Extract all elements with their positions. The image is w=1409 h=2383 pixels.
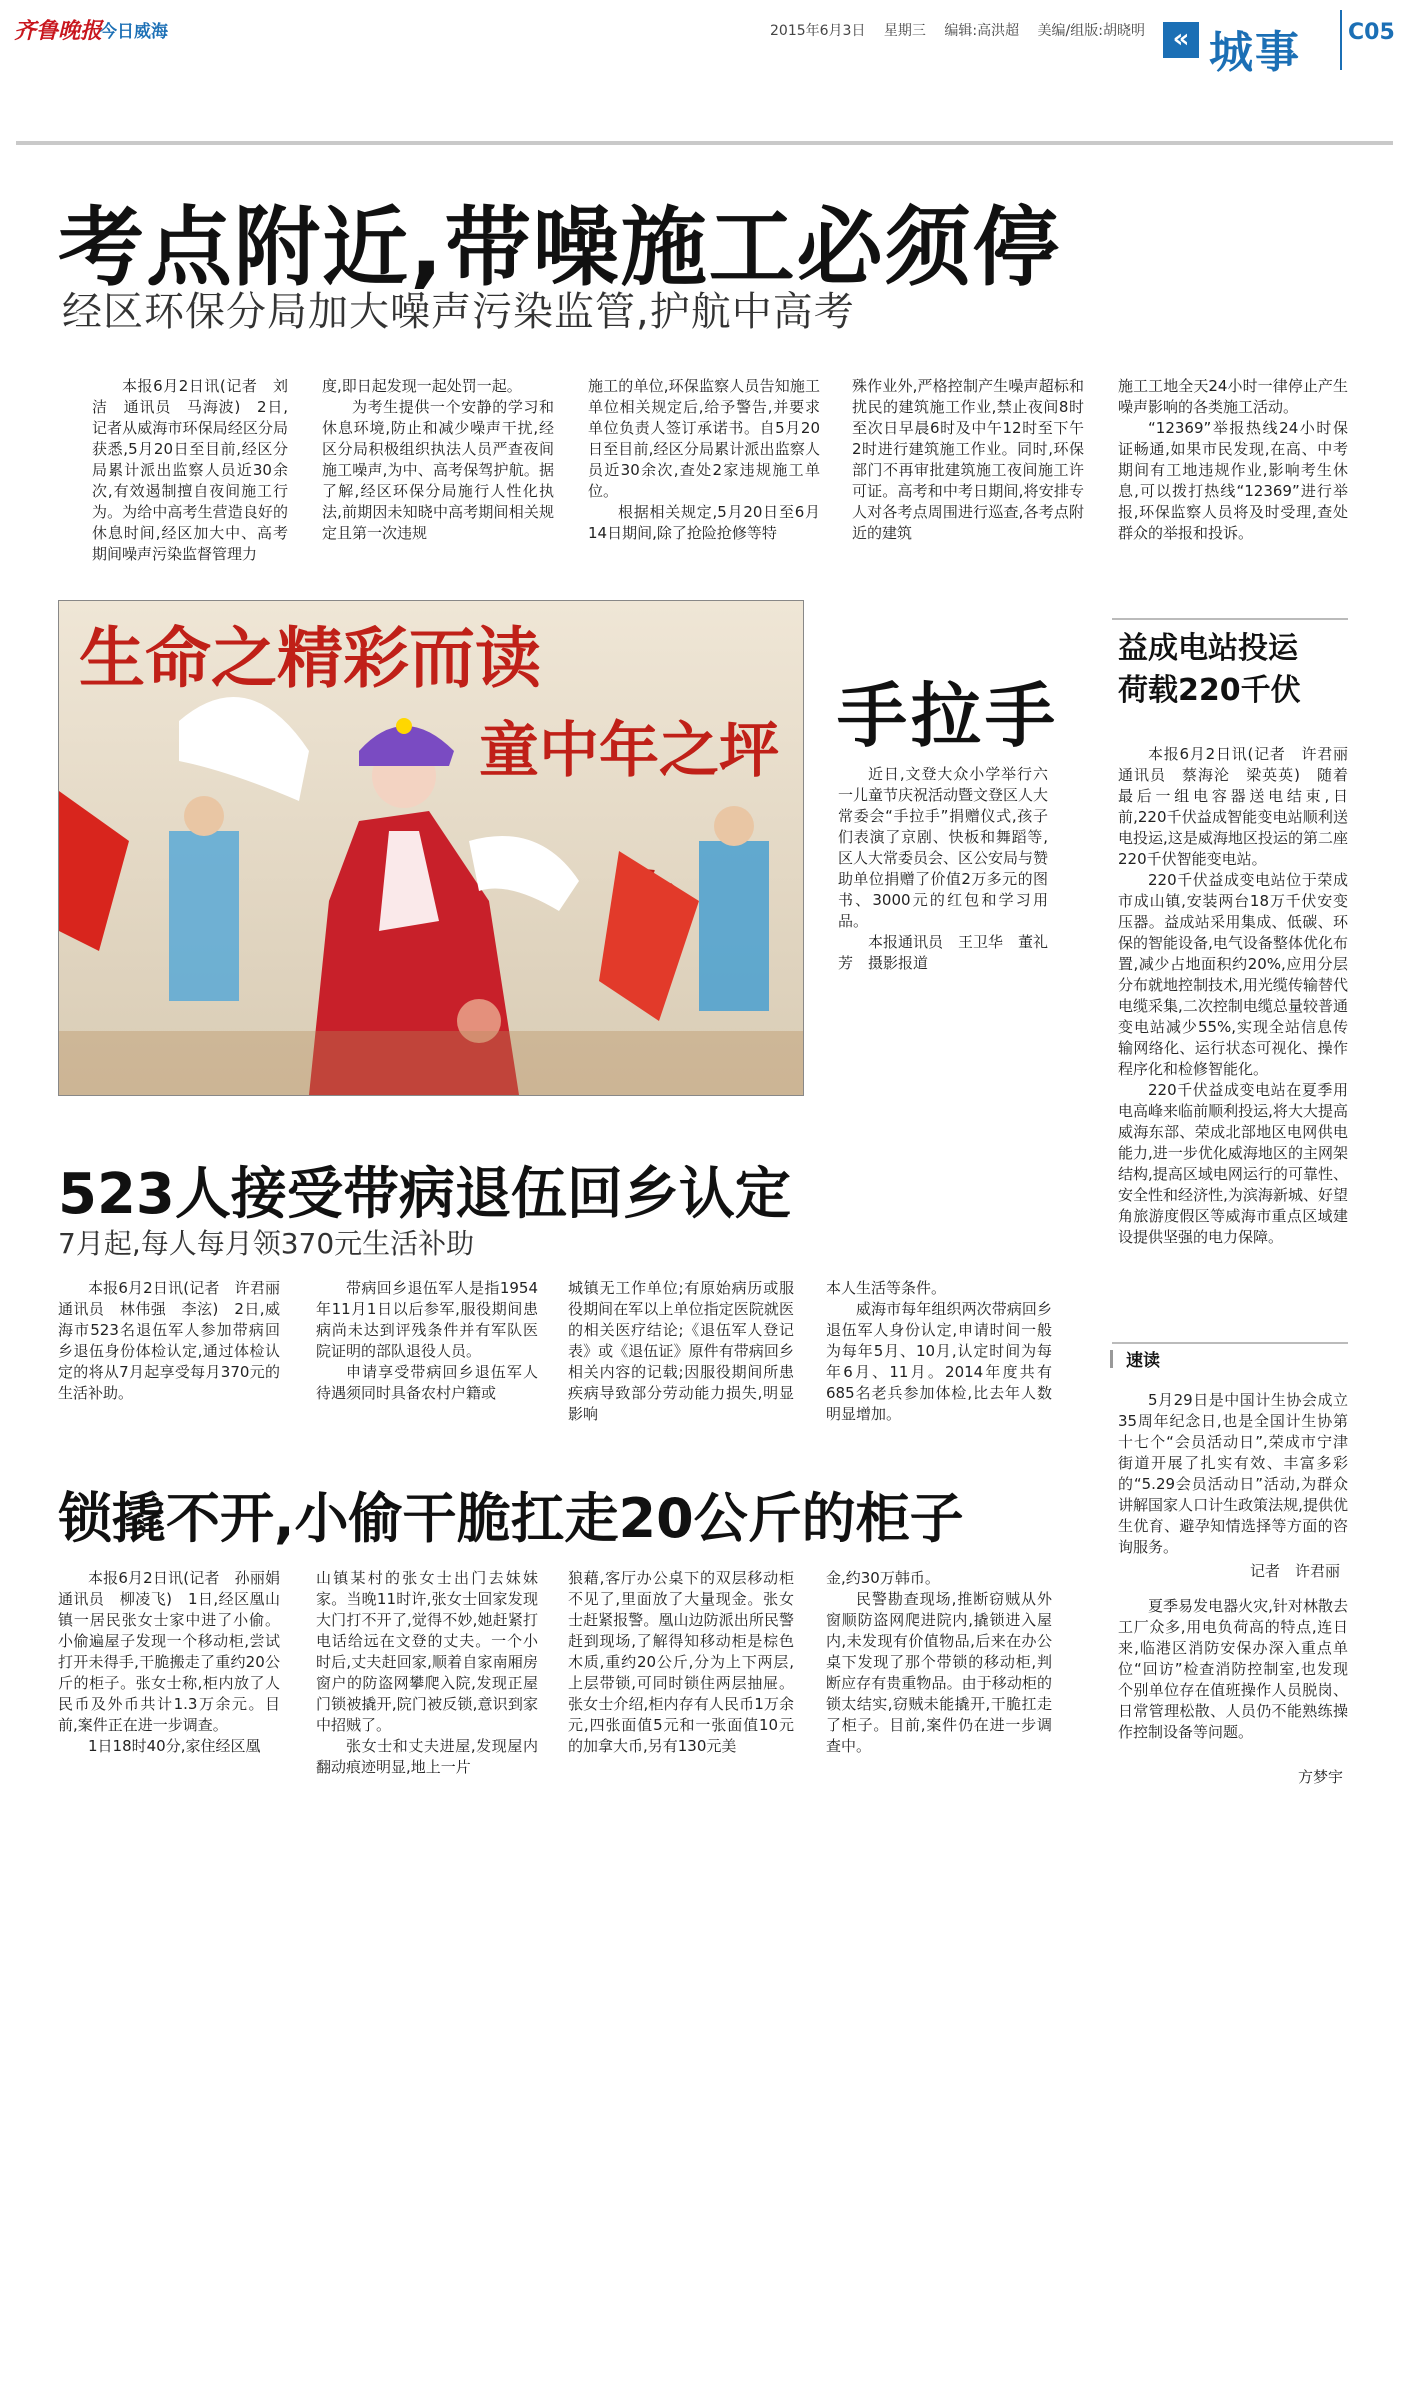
page-number: C05 bbox=[1348, 20, 1395, 45]
issue-meta bbox=[770, 20, 1159, 40]
article2-column-2 bbox=[316, 1278, 538, 1404]
headline-line-2: 荷载220千伏 bbox=[1118, 673, 1301, 708]
right-article-body bbox=[1118, 744, 1364, 1248]
headline-line-1: 益成电站投运 bbox=[1118, 631, 1298, 666]
article3-column-1 bbox=[58, 1568, 296, 1757]
article2-subhead: 7月起,每人每月领370元生活补助 bbox=[58, 1227, 475, 1260]
performance-photo bbox=[58, 600, 804, 1096]
newspaper-logo: 齐鲁晚报 bbox=[14, 18, 103, 44]
photo-banner-text: 生命之精彩而读 bbox=[79, 619, 541, 697]
right-article-headline bbox=[1118, 628, 1301, 712]
paragraph: 度,即日起发现一起处罚一起。 bbox=[322, 377, 522, 395]
paragraph: 张女士和丈夫进屋,发现屋内翻动痕迹明显,地上一片 bbox=[316, 1737, 538, 1776]
paragraph: 施工的单位,环保监察人员告知施工单位相关规定后,给予警告,并要求单位负责人签订承诺书。自5月20日至目前,经区分局累计派出监察人员近30余次,查处2家违规施工单位。 bbox=[588, 377, 820, 500]
paragraph: 1日18时40分,家住经区凰 bbox=[88, 1737, 261, 1755]
right-column-rule bbox=[1112, 618, 1348, 620]
article1-column-4 bbox=[852, 376, 1084, 544]
paragraph: 220千伏益成变电站位于荣成市成山镇,安装两台18万千伏安变压器。益成站采用集成、低碳、环保的智能设备,电气设备整体优化布置,减少占地面积约20%,应用分层分布就地控制技术,用光缆传输替代电缆采集,二次控制电缆总量较普通变电站减少55%,实现全站信息传输网络化、运行状态可视化、操作程序化和检修智能化。 bbox=[1118, 871, 1348, 1078]
edition-name: 今日威海 bbox=[100, 22, 168, 42]
article1-column-1 bbox=[92, 376, 288, 565]
photo-illustration bbox=[59, 601, 803, 1095]
photo-banner-text-2: 童中年之坪 bbox=[479, 716, 779, 786]
paragraph: 狼藉,客厅办公桌下的双层移动柜不见了,里面放了大量现金。张女士赶紧报警。凰山边防派出所民警赶到现场,了解得知移动柜是棕色木质,重约20公斤,分为上下两层,上层带锁,可同时锁住两层抽屉。张女士介绍,柜内存有人民币1万余元,四张面值5元和一张面值10元的加拿大币,另有130元美 bbox=[568, 1569, 794, 1755]
article2-headline: 523人接受带病退伍回乡认定 bbox=[58, 1162, 791, 1227]
paragraph: 申请享受带病回乡退伍军人待遇须同时具备农村户籍或 bbox=[316, 1363, 538, 1402]
section-title: 城事 bbox=[1209, 27, 1301, 78]
header-divider bbox=[1340, 10, 1342, 70]
brief-label: 速读 bbox=[1126, 1351, 1160, 1371]
brief-item-1 bbox=[1118, 1390, 1348, 1558]
brief-marker bbox=[1110, 1350, 1113, 1368]
designer-credit: 美编/组版:胡晓明 bbox=[1037, 23, 1145, 39]
paragraph: 施工工地全天24小时一律停止产生噪声影响的各类施工活动。 bbox=[1118, 377, 1348, 416]
paragraph: 本人生活等条件。 bbox=[826, 1279, 947, 1297]
paragraph: 金,约30万韩币。 bbox=[826, 1569, 940, 1587]
article2-column-3 bbox=[568, 1278, 794, 1425]
paragraph: 近日,文登大众小学举行六一儿童节庆祝活动暨文登区人大常委会“手拉手”捐赠仪式,孩子们表演了京剧、快板和舞蹈等,区人大常委员会、区公安局与赞助单位捐赠了价值2万多元的图书、3000元的红包和学习用品。 bbox=[838, 765, 1049, 930]
paragraph: 本报6月2日讯(记者 孙丽娟 通讯员 柳凌飞) 1日,经区凰山镇一居民张女士家中进了小偷。小偷遍屋子发现一个移动柜,尝试打开未得手,干脆搬走了重约20公斤的柜子。张女士称,柜内放了人民币及外币共计1.3万余元。目前,案件正在进一步调查。 bbox=[58, 1569, 296, 1734]
paragraph: 本报6月2日讯(记者 许君丽 通讯员 林伟强 李泫) 2日,威海市523名退伍军人参加带病回乡退伍身份体检认定,通过体检认定的将从7月起享受每月370元的生活补助。 bbox=[58, 1279, 296, 1402]
brief-1-signature: 记者 许君丽 bbox=[1250, 1562, 1341, 1580]
section-header bbox=[1163, 14, 1341, 78]
header-rule bbox=[16, 141, 1393, 145]
article2-column-1 bbox=[58, 1278, 296, 1404]
article1-headline: 考点附近,带噪施工必须停 bbox=[58, 198, 1061, 298]
brief-2-signature: 方梦宇 bbox=[1298, 1768, 1344, 1786]
photo-credit: 本报通讯员 王卫华 董礼芳 摄影报道 bbox=[838, 933, 1049, 972]
editor-credit: 编辑:高洪超 bbox=[944, 23, 1020, 39]
paragraph: 为考生提供一个安静的学习和休息环境,防止和减少噪声干扰,经区分局积极组织执法人员严查夜间施工噪声,为中、高考保驾护航。据了解,经区环保分局施行人性化执法,前期因未知晓中高考期间相关规定且第一次违规 bbox=[322, 398, 554, 542]
paragraph: 城镇无工作单位;有原始病历或服役期间在军以上单位指定医院就医的相关医疗结论;《退伍军人登记表》或《退伍证》原件有带病回乡相关内容的记载;因服役期间所患疾病导致部分劳动能力损失,明显影响 bbox=[568, 1279, 794, 1423]
paragraph: 5月29日是中国计生协会成立35周年纪念日,也是全国计生协第十七个“会员活动日”,荣成市宁津街道开展了扎实有效、丰富多彩的“5.29会员活动日”活动,为群众讲解国家人口计生政策法规,提供优生优育、避孕知情选择等方面的咨询服务。 bbox=[1118, 1391, 1348, 1556]
paragraph: 山镇某村的张女士出门去妹妹家。当晚11时许,张女士回家发现大门打不开了,觉得不妙,她赶紧打电话给远在文登的丈夫。一个小时后,丈夫赶回家,顺着自家南厢房窗户的防盗网攀爬入院,发现正屋门锁被撬开,院门被反锁,意识到家中招贼了。 bbox=[316, 1569, 538, 1734]
paragraph: 威海市每年组织两次带病回乡退伍军人身份认定,申请时间一般为每年5月、10月,认定时间为每年6月、11月。2014年度共有685名老兵参加体检,比去年人数明显增加。 bbox=[826, 1300, 1052, 1423]
paragraph: 殊作业外,严格控制产生噪声超标和扰民的建筑施工作业,禁止夜间8时至次日早晨6时及中午12时至下午2时进行建筑施工作业。同时,环保部门不再审批建筑施工夜间施工许可证。高考和中考日期间,将安排专人对各考点周围进行巡查,各考点附近的建筑 bbox=[852, 377, 1084, 542]
article3-column-2 bbox=[316, 1568, 538, 1778]
article2-column-4 bbox=[826, 1278, 1052, 1425]
paragraph: 民警勘查现场,推断窃贼从外窗顺防盗网爬进院内,撬锁进入屋内,未发现有价值物品,后来在办公桌下发现了那个带锁的移动柜,判断应存有贵重物品。由于移动柜的锁太结实,窃贼未能撬开,干脆扛走了柜子。目前,案件仍在进一步调查中。 bbox=[826, 1590, 1052, 1755]
article1-subhead: 经区环保分局加大噪声污染监管,护航中高考 bbox=[62, 289, 855, 335]
paragraph: 根据相关规定,5月20日至6月14日期间,除了抢险抢修等特 bbox=[588, 503, 820, 542]
brief-item-2 bbox=[1118, 1596, 1348, 1743]
article3-headline: 锁撬不开,小偷干脆扛走20公斤的柜子 bbox=[58, 1487, 964, 1550]
article3-column-3 bbox=[568, 1568, 794, 1757]
photo-story-text bbox=[838, 764, 1048, 974]
paragraph: 带病回乡退伍军人是指1954年11月1日以后参军,服役期间患病尚未达到评残条件并有军队医院证明的部队退役人员。 bbox=[316, 1279, 538, 1360]
paragraph: 本报6月2日讯(记者 许君丽 通讯员 蔡海沦 梁英英) 随着最后一组电容器送电结束,日前,220千伏益成智能变电站顺利送电投运,这是威海地区投运的第二座220千伏智能变电站。 bbox=[1118, 745, 1364, 868]
paragraph: 本报6月2日讯(记者 刘洁 通讯员 马海波) 2日,记者从威海市环保局经区分局获悉,5月20日至目前,经区分局累计派出监察人员近30余次,有效遏制擅自夜间施工行为。为给中高考生营造良好的休息时间,经区加大中、高考期间噪声污染监督管理力 bbox=[92, 377, 288, 563]
double-chevron-icon: « bbox=[1163, 22, 1199, 58]
issue-date: 2015年6月3日 bbox=[770, 23, 866, 39]
article1-column-3 bbox=[588, 376, 820, 544]
issue-weekday: 星期三 bbox=[883, 23, 926, 39]
paragraph: 220千伏益成变电站在夏季用电高峰来临前顺利投运,将大大提高威海东部、荣成北部地区电网供电能力,进一步优化威海地区的主网架结构,提高区域电网运行的可靠性、安全性和经济性,为滨海新城、好望角旅游度假区等威海市重点区域建设提供坚强的电力保障。 bbox=[1118, 1081, 1348, 1246]
photo-story-title: 手拉手 bbox=[837, 675, 1059, 757]
paragraph: “12369”举报热线24小时保证畅通,如果市民发现,在高、中考期间有工地违规作业,影响考生休息,可以拨打热线“12369”进行举报,环保监察人员将及时受理,查处群众的举报和投诉。 bbox=[1118, 419, 1348, 542]
paragraph: 夏季易发电器火灾,针对林散去工厂众多,用电负荷高的特点,连日来,临港区消防安保办深入重点单位“回访”检查消防控制室,也发现个别单位存在值班操作人员脱岗、日常管理松散、人员仍不能熟练操作控制设备等问题。 bbox=[1118, 1597, 1348, 1741]
article1-column-2 bbox=[322, 376, 554, 544]
article1-column-5 bbox=[1118, 376, 1348, 544]
article3-column-4 bbox=[826, 1568, 1052, 1757]
